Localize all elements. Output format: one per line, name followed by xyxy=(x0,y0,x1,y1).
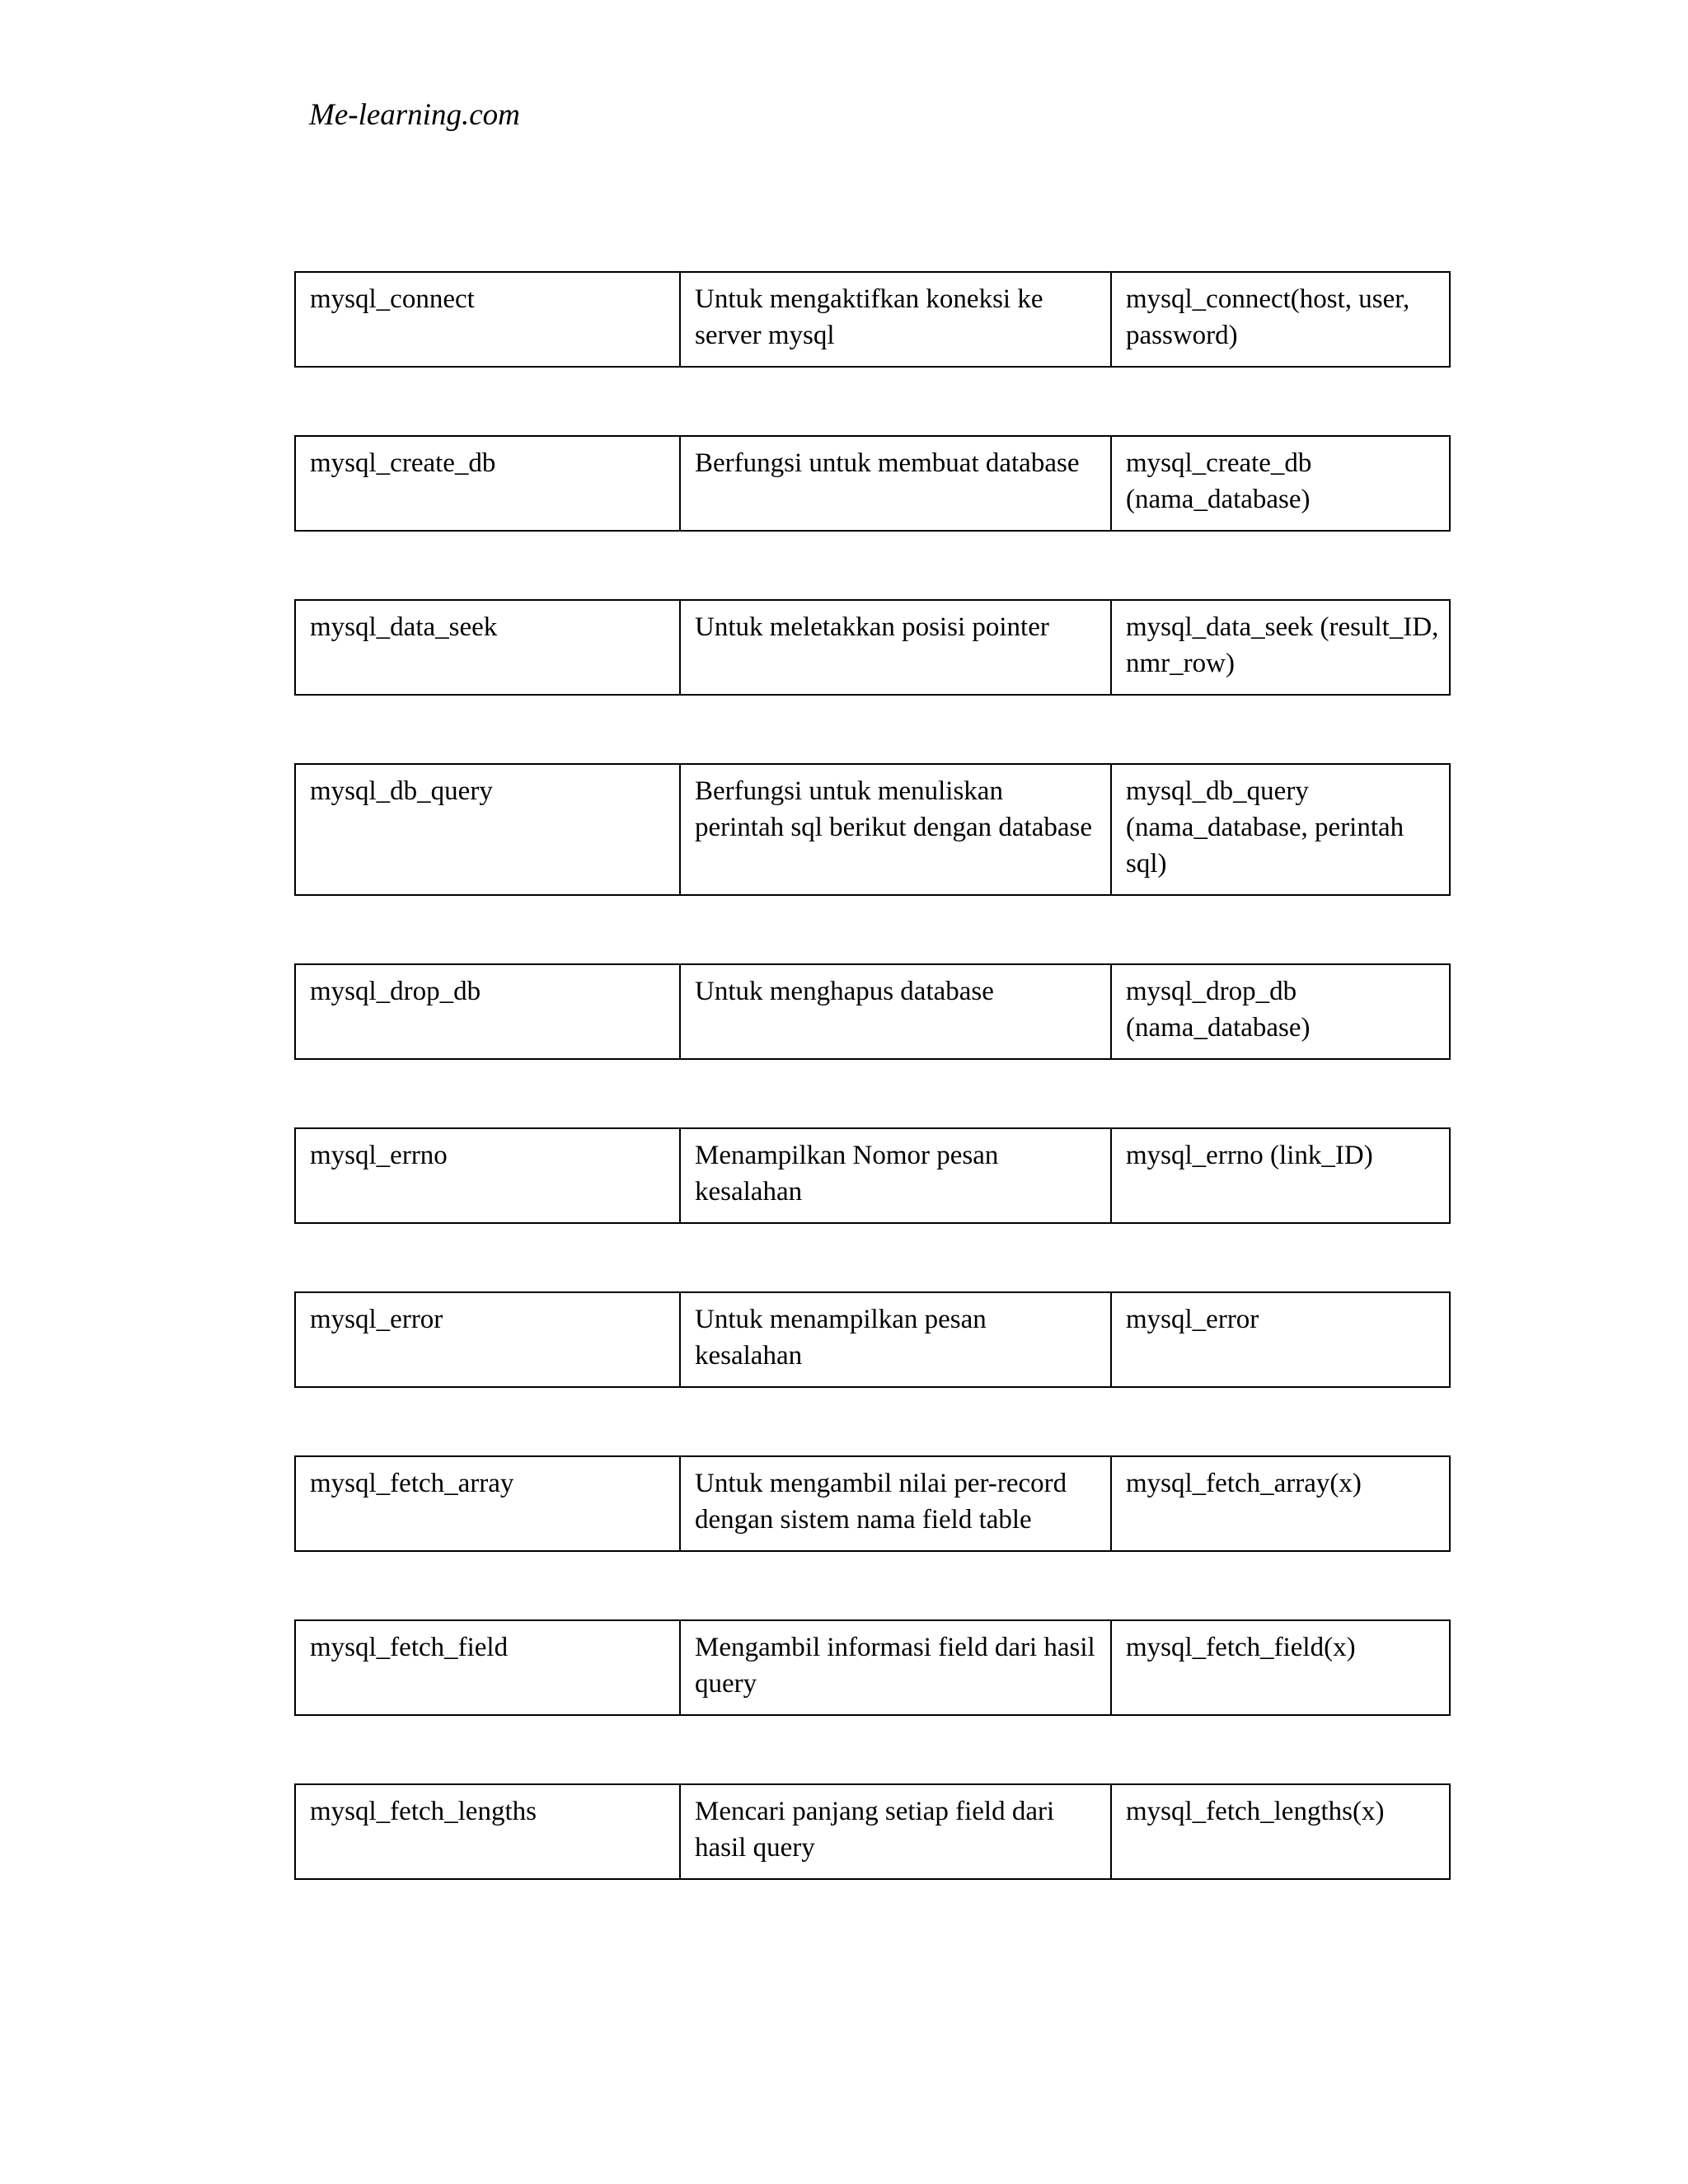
site-header: Me-learning.com xyxy=(309,98,520,132)
function-syntax: mysql_fetch_array(x) xyxy=(1110,1457,1452,1550)
function-name: mysql_connect xyxy=(310,284,475,314)
function-syntax: mysql_error xyxy=(1110,1293,1452,1386)
function-description: Berfungsi untuk menuliskan perintah sql berikut dengan database xyxy=(679,765,1110,894)
function-syntax: mysql_create_db (nama_database) xyxy=(1110,437,1452,530)
function-syntax: mysql_db_query (nama_database, perintah sql) xyxy=(1110,765,1452,894)
function-table xyxy=(294,1783,1451,1880)
function-name: mysql_errno xyxy=(310,1141,448,1170)
function-name: mysql_fetch_array xyxy=(310,1469,514,1498)
function-description: Mencari panjang setiap field dari hasil query xyxy=(679,1785,1110,1878)
function-name: mysql_db_query xyxy=(310,776,493,806)
function-name: mysql_data_seek xyxy=(310,612,498,642)
function-description: Untuk mengaktifkan koneksi ke server mysql xyxy=(679,273,1110,366)
function-description: Berfungsi untuk membuat database xyxy=(679,437,1110,530)
function-name: mysql_error xyxy=(310,1305,443,1334)
function-description: Mengambil informasi field dari hasil query xyxy=(679,1621,1110,1714)
function-name: mysql_fetch_lengths xyxy=(310,1797,537,1826)
function-syntax: mysql_data_seek (result_ID, nmr_row) xyxy=(1110,601,1452,694)
function-description: Untuk mengambil nilai per-record dengan sistem nama field table xyxy=(679,1457,1110,1550)
function-name: mysql_create_db xyxy=(310,448,496,478)
function-table xyxy=(294,963,1451,1060)
function-table xyxy=(294,435,1451,532)
function-description: Untuk menampilkan pesan kesalahan xyxy=(679,1293,1110,1386)
function-syntax: mysql_fetch_lengths(x) xyxy=(1110,1785,1452,1878)
function-syntax: mysql_connect(host, user, password) xyxy=(1110,273,1452,366)
function-syntax: mysql_fetch_field(x) xyxy=(1110,1621,1452,1714)
function-description: Untuk meletakkan posisi pointer xyxy=(679,601,1110,694)
function-table xyxy=(294,1619,1451,1716)
function-name: mysql_drop_db xyxy=(310,977,481,1006)
function-table xyxy=(294,271,1451,368)
function-table xyxy=(294,763,1451,896)
function-name: mysql_fetch_field xyxy=(310,1633,509,1662)
function-table xyxy=(294,1127,1451,1224)
function-table xyxy=(294,1291,1451,1388)
function-syntax: mysql_errno (link_ID) xyxy=(1110,1129,1452,1222)
function-table xyxy=(294,1455,1451,1552)
function-description: Menampilkan Nomor pesan kesalahan xyxy=(679,1129,1110,1222)
function-syntax: mysql_drop_db (nama_database) xyxy=(1110,965,1452,1058)
function-table xyxy=(294,599,1451,696)
function-description: Untuk menghapus database xyxy=(679,965,1110,1058)
